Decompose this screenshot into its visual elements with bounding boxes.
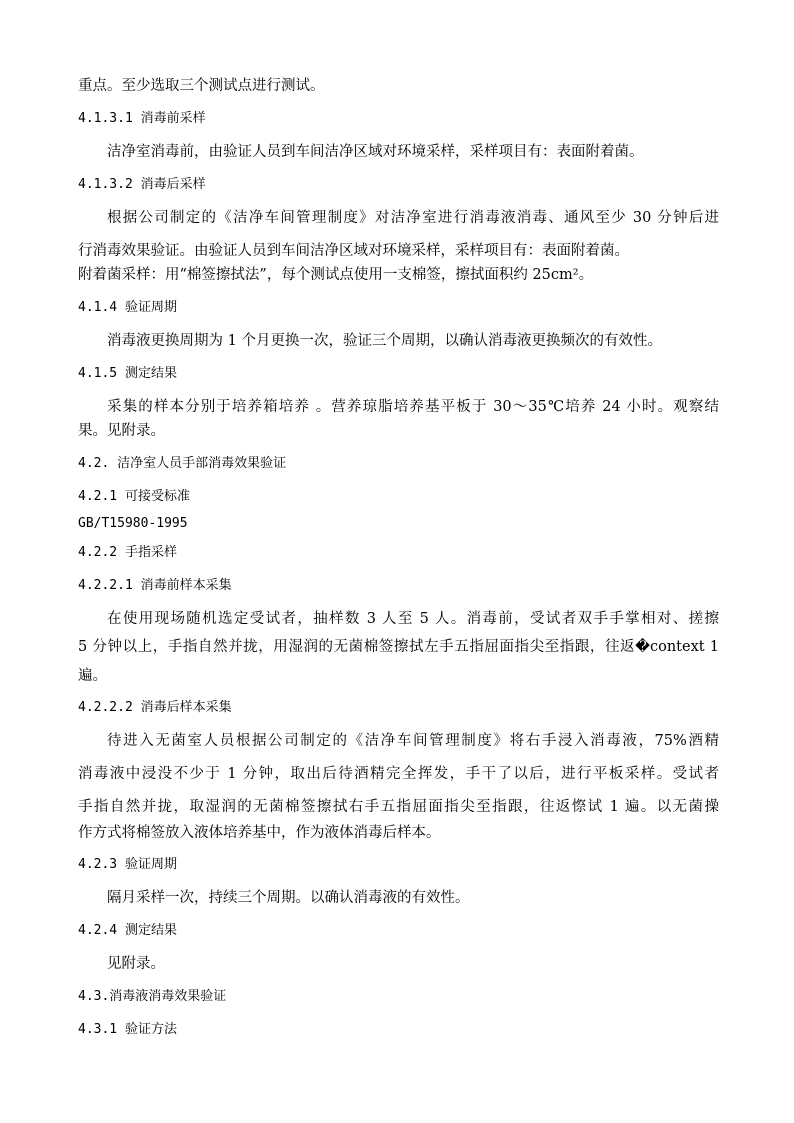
section-heading: 4.3.消毒液消毒效果验证 xyxy=(78,989,227,1004)
paragraph-line: 重点。至少选取三个测试点进行测试。 xyxy=(78,78,325,94)
paragraph-line: 附着菌采样：用“棉签擦拭法”，每个测试点使用一支棉签，擦拭面积约 25cm²。 xyxy=(78,267,594,283)
section-heading: 4.2.3 验证周期 xyxy=(78,857,177,872)
paragraph-line: 根据公司制定的《洁净车间管理制度》对洁净室进行消毒液消毒、通风至少 30 分钟后进 xyxy=(107,210,719,226)
paragraph-line: 采集的样本分别于培养箱培养 。营养琼脂培养基平板于 30～35℃培养 24 小时。观察结 xyxy=(107,399,719,415)
paragraph-line: 消毒液更换周期为 1 个月更换一次，验证三个周期，以确认消毒液更换频次的有效性。 xyxy=(107,333,662,349)
paragraph-line: 果。见附录。 xyxy=(78,423,165,439)
section-heading: 4.2.2 手指采样 xyxy=(78,545,177,560)
paragraph-line: 行消毒效果验证。由验证人员到车间洁净区域对环境采样，采样项目有：表面附着菌。 xyxy=(78,243,629,259)
paragraph-line: 作方式将棉签放入液体培养基中，作为液体消毒后样本。 xyxy=(78,825,441,841)
paragraph-line: 待进入无菌室人员根据公司制定的《洁净车间管理制度》将右手浸入消毒液，75%酒精 xyxy=(107,733,719,749)
section-heading: 4.1.3.2 消毒后采样 xyxy=(78,177,206,192)
section-heading: 4.2.1 可接受标准 xyxy=(78,489,190,504)
paragraph-line: 遍。 xyxy=(78,668,107,684)
section-heading: 4.2.2.2 消毒后样本采集 xyxy=(78,700,232,715)
paragraph-line: 消毒液中浸没不少于 1 分钟，取出后待酒精完全挥发，手干了以后，进行平板采样。受试者 xyxy=(78,766,719,782)
paragraph-line: 在使用现场随机选定受试者，抽样数 3 人至 5 人。消毒前，受试者双手手掌相对、搓擦 xyxy=(107,611,719,627)
section-heading: 4.3.1 验证方法 xyxy=(78,1022,177,1037)
paragraph-line: 5 分钟以上，手指自然并拢，用湿润的无菌棉签擦拭左手五指屈面指尖至指跟，往返�context 1 xyxy=(78,639,719,655)
paragraph-line: 手指自然并拢，取湿润的无菌棉签擦拭右手五指屈面指尖至指跟，往返憏试 1 遍。以无菌操 xyxy=(78,799,719,815)
section-heading: 4.1.5 测定结果 xyxy=(78,366,177,381)
paragraph-line: 见附录。 xyxy=(107,956,165,972)
paragraph-line: 洁净室消毒前，由验证人员到车间洁净区域对环境采样，采样项目有：表面附着菌。 xyxy=(107,144,644,160)
section-heading: 4.1.3.1 消毒前采样 xyxy=(78,111,206,126)
section-heading: 4.2.2.1 消毒前样本采集 xyxy=(78,578,232,593)
section-heading: 4.1.4 验证周期 xyxy=(78,300,177,315)
section-heading: 4.2.4 测定结果 xyxy=(78,923,177,938)
paragraph-line: 隔月采样一次，持续三个周期。以确认消毒液的有效性。 xyxy=(107,890,470,906)
standard-code: GB/T15980-1995 xyxy=(78,516,188,531)
section-heading: 4.2. 洁净室人员手部消毒效果验证 xyxy=(78,456,287,471)
